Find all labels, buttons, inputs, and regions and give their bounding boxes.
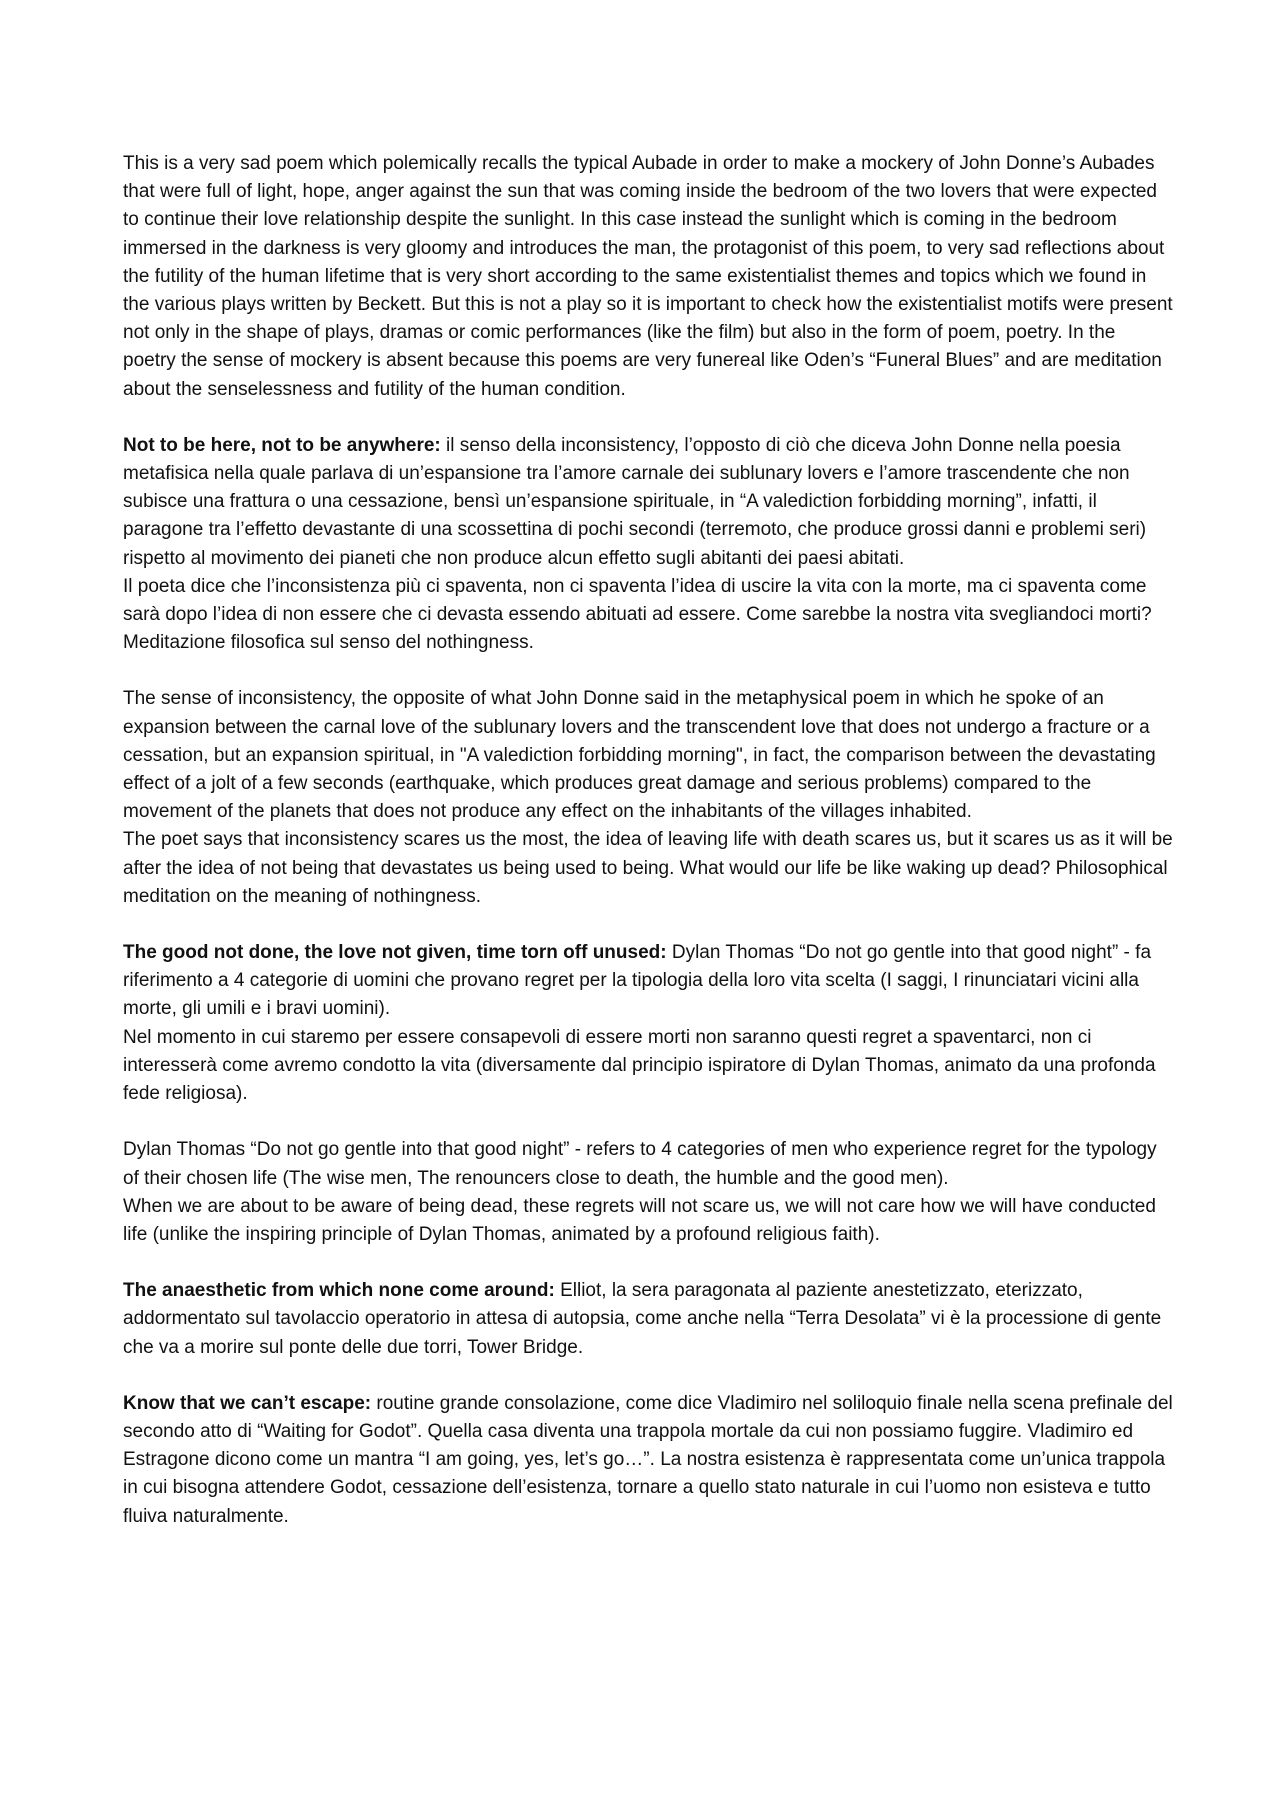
section2-en-paragraph: Dylan Thomas “Do not go gentle into that good night” - refers to 4 categories of men who experience regret for the typology of their chosen life (The wise men, The renouncers close to death, the humble and the good men).	[123, 1139, 1157, 1189]
document-body	[123, 150, 1173, 1559]
section4-text: routine grande consolazione, come dice Vladimiro nel soliloquio finale nella scena prefinale del secondo atto di “Waiting for Godot”. Quella casa diventa una trappola mortale da cui non possiamo fuggire. Vladimiro ed Estragone dicono come un mantra “I am going, yes, let’s go…”. La nostra esistenza è rappresentata come un’unica trappola in cui bisogna attendere Godot, cessazione dell’esistenza, tornare a quello stato naturale in cui l’uomo non esisteva e tutto fluiva naturalmente.	[123, 1392, 1173, 1527]
section1-en-paragraph: The sense of inconsistency, the opposite of what John Donne said in the metaphysical poem in which he spoke of an expansion between the carnal love of the sublunary lovers and the transcendent love that does not undergo a fracture or a cessation, but an expansion spiritual, in "A valediction forbidding morning", in fact, the comparison between the devastating effect of a jolt of a few seconds (earthquake, which produces great damage and serious problems) compared to the movement of the planets that does not produce any effect on the inhabitants of the villages inhabited.	[123, 688, 1156, 823]
section1-heading: Not to be here, not to be anywhere:	[123, 434, 441, 456]
section4-heading: Know that we can’t escape:	[123, 1392, 372, 1414]
section1-paragraph	[123, 432, 1173, 573]
section2-en-paragraph-2: When we are about to be aware of being dead, these regrets will not scare us, we will not care how we will have conducted life (unlike the inspiring principle of Dylan Thomas, animated by a profound religious faith).	[123, 1195, 1156, 1245]
intro-paragraph: This is a very sad poem which polemically recalls the typical Aubade in order to make a mockery of John Donne’s Aubades that were full of light, hope, anger against the sun that was coming inside the bedroom of the two lovers that were expected to continue their love relationship despite the sunlight. In this case instead the sunlight which is coming in the bedroom immersed in the darkness is very gloomy and introduces the man, the protagonist of this poem, to very sad reflections about the futility of the human lifetime that is very short according to the same existentialist themes and topics which we found in the various plays written by Beckett. But this is not a play so it is important to check how the existentialist motifs were present not only in the shape of plays, dramas or comic performances (like the film) but also in the form of poem, poetry. In the poetry the sense of mockery is absent because this poems are very funereal like Oden’s “Funeral Blues” and are meditation about the senselessness and futility of the human condition.	[123, 153, 1173, 400]
section2-heading: The good not done, the love not given, time torn off unused:	[123, 942, 667, 964]
section1-text: il senso della inconsistency, l’opposto di ciò che diceva John Donne nella poesia metafisica nella quale parlava di un’espansione tra l’amore carnale dei sublunary lovers e l’amore trascendente che non subisce una frattura o una cessazione, bensì un’espansione spirituale, in “A valediction forbidding morning”, infatti, il paragone tra l’effetto devastante di una scossettina di pochi secondi (terremoto, che produce grossi danni e problemi seri) rispetto al movimento dei pianeti che non produce alcun effetto sugli abitanti dei paesi abitati.	[123, 434, 1147, 569]
section2-paragraph-2: Nel momento in cui staremo per essere consapevoli di essere morti non saranno questi regret a spaventarci, non ci interesserà come avremo condotto la vita (diversamente dal principio ispiratore di Dylan Thomas, animato da una profonda fede religiosa).	[123, 1026, 1156, 1105]
section2-paragraph	[123, 939, 1173, 1024]
section3-text: Elliot, la sera paragonata al paziente anestetizzato, eterizzato, addormentato sul tavolaccio operatorio in attesa di autopsia, come anche nella “Terra Desolata” vi è la processione di gente che va a morire sul ponte delle due torri, Tower Bridge.	[123, 1280, 1162, 1358]
section1-en-paragraph-2: The poet says that inconsistency scares us the most, the idea of leaving life with death scares us, but it scares us as it will be after the idea of not being that devastates us being used to being. What would our life be like waking up dead? Philosophical meditation on the meaning of nothingness.	[123, 829, 1173, 907]
section2-text: Dylan Thomas “Do not go gentle into that good night” - fa riferimento a 4 categorie di uomini che provano regret per la tipologia della loro vita scelta (I saggi, I rinunciatari vicini alla morte, gli umili e i bravi uomini).	[123, 942, 1152, 1020]
section1-paragraph-2: Il poeta dice che l’inconsistenza più ci spaventa, non ci spaventa l’idea di uscire la vita con la morte, ma ci spaventa come sarà dopo l’idea di non essere che ci devasta essendo abituati ad essere. Come sarebbe la nostra vita svegliandoci morti? Meditazione filosofica sul senso del nothingness.	[123, 575, 1152, 654]
section4-paragraph	[123, 1390, 1173, 1531]
section3-heading: The anaesthetic from which none come around:	[123, 1280, 555, 1302]
section3-paragraph	[123, 1277, 1173, 1362]
